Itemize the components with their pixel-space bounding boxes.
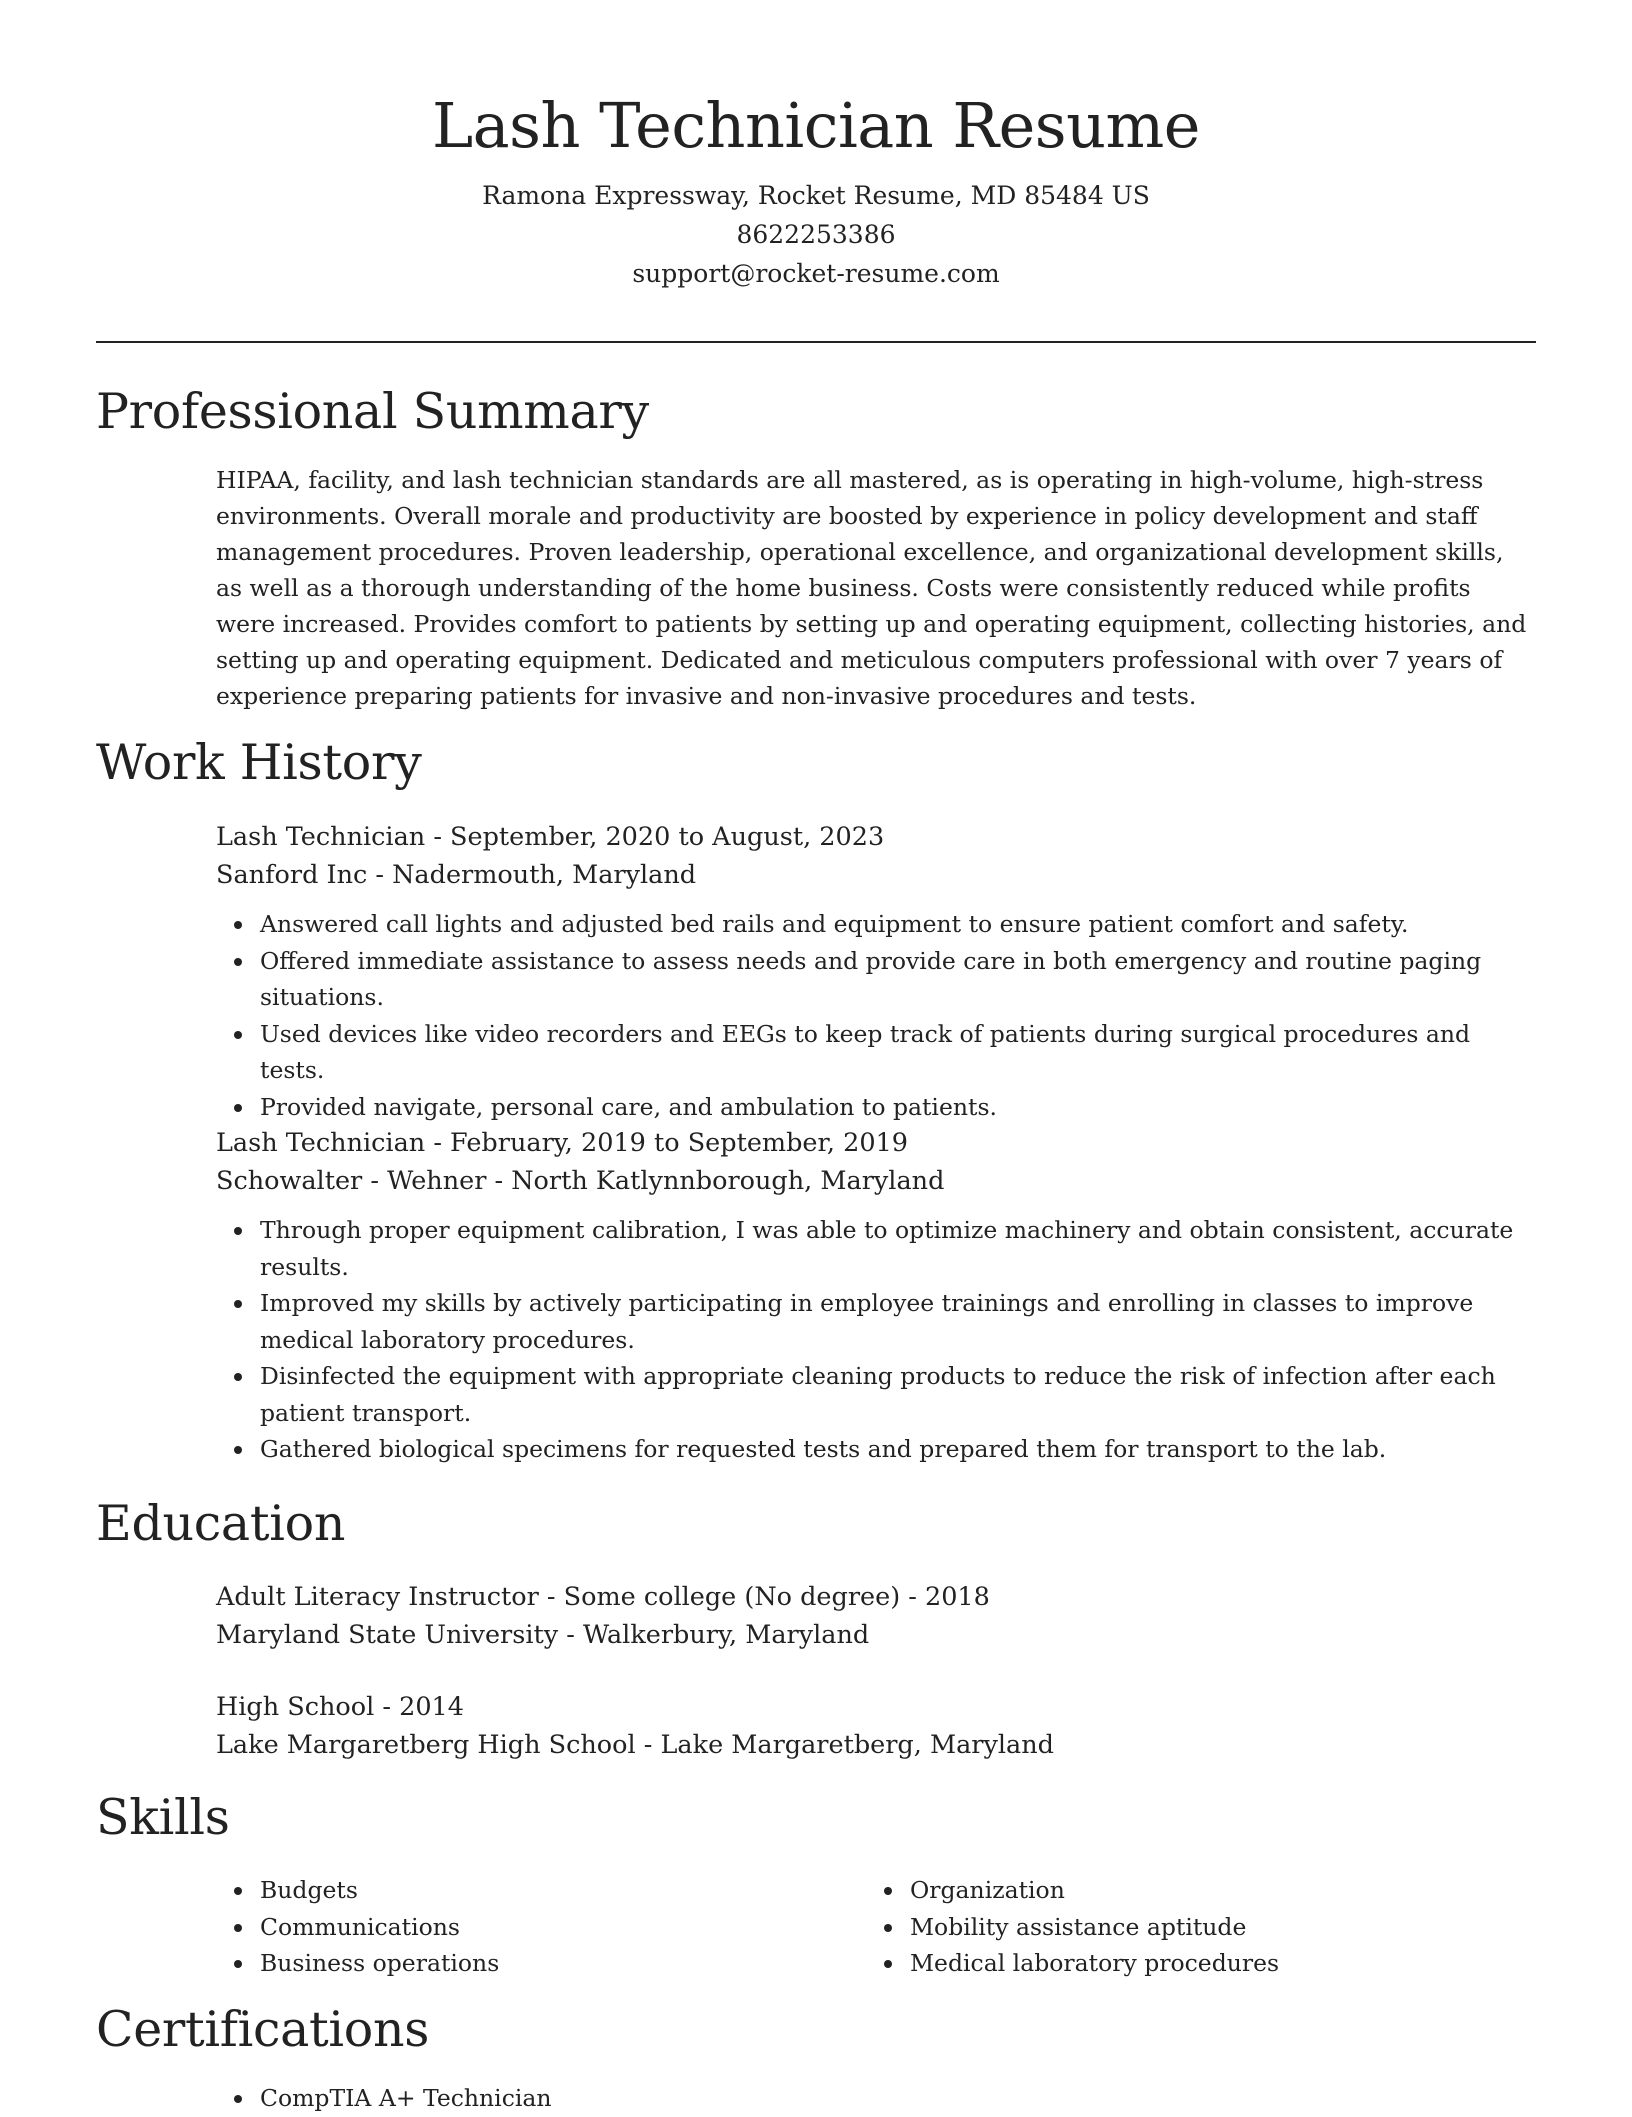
list-item bbox=[260, 1431, 1536, 1468]
list-item bbox=[260, 1358, 1536, 1431]
job-company: Schowalter - Wehner bbox=[216, 1166, 487, 1196]
section-heading-work-history: Work History bbox=[96, 734, 422, 791]
school-line bbox=[216, 1616, 1536, 1654]
bullet-text: Improved my skills by actively participating in employee trainings and enrolling in classes to improve medical laboratory procedures. bbox=[260, 1289, 1474, 1354]
education-entry bbox=[216, 1578, 1536, 1654]
job-title: Lash Technician bbox=[216, 1128, 426, 1158]
list-item bbox=[910, 1909, 1466, 1946]
certifications-list bbox=[216, 2080, 1536, 2117]
list-item bbox=[260, 1285, 1536, 1358]
bullet-icon bbox=[884, 1887, 892, 1895]
skill-text: Communications bbox=[260, 1912, 460, 1941]
skills-list bbox=[866, 1872, 1466, 1982]
contact-email: support@rocket-resume.com bbox=[632, 259, 1000, 288]
bullet-text: Provided navigate, personal care, and ambulation to patients. bbox=[260, 1092, 997, 1121]
bullet-icon bbox=[234, 1960, 242, 1968]
skill-text: Business operations bbox=[260, 1949, 500, 1977]
bullet-text: Through proper equipment calibration, I was able to optimize machinery and obtain consistent, accurate results. bbox=[260, 1216, 1514, 1281]
skill-text: Organization bbox=[910, 1876, 1065, 1904]
job-bullets bbox=[216, 906, 1536, 1125]
page-title: Lash Technician Resume bbox=[432, 89, 1200, 162]
contact-phone: 8622253386 bbox=[736, 220, 896, 249]
degree-line bbox=[216, 1578, 1536, 1616]
bullet-icon bbox=[234, 921, 242, 929]
bullet-icon bbox=[234, 1031, 242, 1039]
degree-name: High School bbox=[216, 1692, 375, 1722]
certification-text: CompTIA A+ Technician bbox=[260, 2084, 552, 2112]
degree-details: - 2014 bbox=[374, 1692, 465, 1722]
bullet-icon bbox=[234, 1300, 242, 1308]
list-item bbox=[260, 906, 1536, 943]
bullet-icon bbox=[884, 1924, 892, 1932]
list-item bbox=[260, 1909, 816, 1946]
list-item bbox=[260, 1212, 1536, 1285]
skills-column-left bbox=[216, 1872, 816, 1982]
bullet-icon bbox=[234, 1373, 242, 1381]
bullet-text: Offered immediate assistance to assess needs and provide care in both emergency and routine paging situations. bbox=[260, 946, 1482, 1011]
education-entry bbox=[216, 1688, 1536, 1764]
job-entry bbox=[216, 1124, 1536, 1468]
school-name: Maryland State University bbox=[216, 1620, 559, 1650]
bullet-icon bbox=[234, 1446, 242, 1454]
bullet-icon bbox=[234, 1924, 242, 1932]
skill-text: Budgets bbox=[260, 1876, 358, 1904]
list-item bbox=[260, 1016, 1536, 1089]
bullet-icon bbox=[234, 1104, 242, 1112]
degree-line bbox=[216, 1688, 1536, 1726]
summary-text: HIPAA, facility, and lash technician standards are all mastered, as is operating in high-volume, high-stress environments. Overall morale and productivity are boosted by experience in policy development and staff management procedures. Proven leadership, operational excellence, and organizational development skills, as well as a thorough understanding of the home business. Costs were consistently reduced while profits were increased. Provides comfort to patients by setting up and operating equipment, collecting histories, and setting up and operating equipment. Dedicated and meticulous computers professional with over 7 years of experience preparing patients for invasive and non-invasive procedures and tests. bbox=[216, 466, 1527, 710]
school-name: Lake Margaretberg High School bbox=[216, 1730, 636, 1760]
bullet-icon bbox=[234, 1227, 242, 1235]
job-company-line bbox=[216, 1162, 1536, 1200]
bullet-text: Disinfected the equipment with appropriate cleaning products to reduce the risk of infection after each patient transport. bbox=[260, 1362, 1496, 1427]
skill-text: Medical laboratory procedures bbox=[910, 1949, 1280, 1977]
school-location: - Lake Margaretberg, Maryland bbox=[635, 1730, 1054, 1760]
bullet-text: Gathered biological specimens for requested tests and prepared them for transport to the lab. bbox=[260, 1435, 1387, 1463]
list-item bbox=[910, 1872, 1466, 1909]
bullet-text: Used devices like video recorders and EEGs to keep track of patients during surgical procedures and tests. bbox=[260, 1019, 1471, 1084]
skills-list bbox=[216, 1872, 816, 1982]
header-divider bbox=[96, 341, 1536, 343]
job-dates: - September, 2020 to August, 2023 bbox=[425, 822, 885, 852]
bullet-icon bbox=[234, 1887, 242, 1895]
list-item bbox=[260, 1089, 1536, 1126]
skill-text: Mobility assistance aptitude bbox=[910, 1912, 1247, 1941]
bullet-icon bbox=[234, 2095, 242, 2103]
section-heading-summary: Professional Summary bbox=[96, 383, 649, 440]
bullet-text: Answered call lights and adjusted bed rails and equipment to ensure patient comfort and safety. bbox=[260, 910, 1409, 938]
school-line bbox=[216, 1726, 1536, 1764]
school-location: - Walkerbury, Maryland bbox=[558, 1620, 870, 1650]
job-location: - Nadermouth, Maryland bbox=[367, 860, 697, 890]
job-title-line bbox=[216, 818, 1536, 856]
job-company-line bbox=[216, 856, 1536, 894]
job-company: Sanford Inc bbox=[216, 860, 368, 890]
contact-info bbox=[96, 176, 1536, 293]
section-heading-education: Education bbox=[96, 1495, 346, 1552]
section-heading-certifications: Certifications bbox=[96, 2001, 430, 2058]
job-bullets bbox=[216, 1212, 1536, 1468]
contact-address: Ramona Expressway, Rocket Resume, MD 85484 US bbox=[482, 181, 1150, 210]
degree-name: Adult Literacy Instructor bbox=[216, 1582, 539, 1612]
list-item bbox=[260, 1872, 816, 1909]
bullet-icon bbox=[234, 958, 242, 966]
job-dates: - February, 2019 to September, 2019 bbox=[425, 1128, 909, 1158]
job-title: Lash Technician bbox=[216, 822, 426, 852]
degree-details: - Some college (No degree) - 2018 bbox=[538, 1582, 990, 1612]
bullet-icon bbox=[884, 1960, 892, 1968]
job-entry bbox=[216, 818, 1536, 1125]
list-item bbox=[260, 943, 1536, 1016]
list-item bbox=[910, 1945, 1466, 1982]
section-heading-skills: Skills bbox=[96, 1789, 230, 1846]
list-item bbox=[260, 1945, 816, 1982]
skills-column-right bbox=[866, 1872, 1466, 1982]
job-location: - North Katlynnborough, Maryland bbox=[486, 1166, 945, 1196]
job-title-line bbox=[216, 1124, 1536, 1162]
list-item bbox=[260, 2080, 1536, 2117]
resume-header bbox=[96, 82, 1536, 293]
certifications-block bbox=[216, 2080, 1536, 2117]
